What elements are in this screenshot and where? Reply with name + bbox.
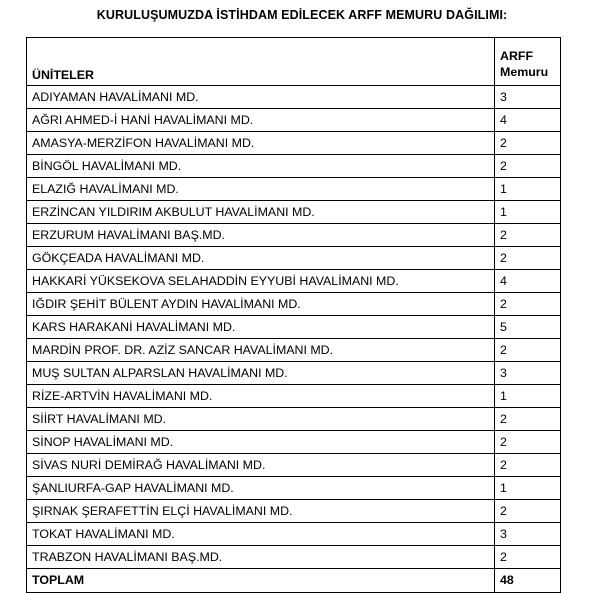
table-row [27,293,561,316]
cell-unit-name: ELAZIĞ HAVALİMANI MD. [27,178,495,201]
cell-unit-name: AĞRI AHMED-İ HANİ HAVALİMANI MD. [27,109,495,132]
table-row [27,316,561,339]
table-row [27,408,561,431]
table-row [27,546,561,569]
cell-arff-count: 1 [495,477,561,500]
cell-unit-name: GÖKÇEADA HAVALİMANI MD. [27,247,495,270]
cell-arff-count: 3 [495,86,561,109]
cell-unit-name: ERZİNCAN YILDIRIM AKBULUT HAVALİMANI MD. [27,201,495,224]
table-row [27,339,561,362]
cell-unit-name: SİNOP HAVALİMANI MD. [27,431,495,454]
cell-arff-count: 1 [495,178,561,201]
total-label: TOPLAM [27,569,495,593]
column-header-arff-count: ARFF Memuru [495,38,561,86]
table-header-row [27,38,561,86]
table-row [27,178,561,201]
cell-arff-count: 2 [495,500,561,523]
total-value: 48 [495,569,561,593]
cell-unit-name: AMASYA-MERZİFON HAVALİMANI MD. [27,132,495,155]
column-header-units: ÜNİTELER [27,38,495,86]
cell-unit-name: KARS HARAKANİ HAVALİMANI MD. [27,316,495,339]
cell-unit-name: ADIYAMAN HAVALİMANI MD. [27,86,495,109]
table-row [27,454,561,477]
cell-arff-count: 2 [495,247,561,270]
table-row [27,477,561,500]
table-row [27,431,561,454]
table-row [27,109,561,132]
table-row [27,155,561,178]
cell-arff-count: 2 [495,408,561,431]
table-row [27,523,561,546]
cell-unit-name: BİNGÖL HAVALİMANI MD. [27,155,495,178]
cell-unit-name: RİZE-ARTVİN HAVALİMANI MD. [27,385,495,408]
arff-distribution-table [26,37,561,593]
cell-arff-count: 2 [495,224,561,247]
table-total-row [27,569,561,593]
cell-unit-name: IĞDIR ŞEHİT BÜLENT AYDIN HAVALİMANI MD. [27,293,495,316]
cell-unit-name: MARDİN PROF. DR. AZİZ SANCAR HAVALİMANI MD. [27,339,495,362]
table-row [27,385,561,408]
cell-arff-count: 2 [495,546,561,569]
cell-arff-count: 3 [495,362,561,385]
cell-arff-count: 2 [495,293,561,316]
page-title: KURULUŞUMUZDA İSTİHDAM EDİLECEK ARFF MEMURU DAĞILIMI: [96,8,508,22]
cell-arff-count: 3 [495,523,561,546]
cell-arff-count: 2 [495,431,561,454]
cell-unit-name: SİİRT HAVALİMANI MD. [27,408,495,431]
table-row [27,86,561,109]
cell-arff-count: 1 [495,385,561,408]
cell-arff-count: 2 [495,132,561,155]
table-header [27,38,561,86]
table-body [27,86,561,593]
table-row [27,270,561,293]
table-container [26,37,560,593]
table-row [27,500,561,523]
cell-unit-name: TRABZON HAVALİMANI BAŞ.MD. [27,546,495,569]
cell-arff-count: 2 [495,339,561,362]
table-row [27,224,561,247]
table-row [27,362,561,385]
cell-arff-count: 1 [495,201,561,224]
cell-unit-name: ŞANLIURFA-GAP HAVALİMANI MD. [27,477,495,500]
cell-unit-name: MUŞ SULTAN ALPARSLAN HAVALİMANI MD. [27,362,495,385]
table-row [27,132,561,155]
cell-arff-count: 2 [495,454,561,477]
cell-unit-name: ERZURUM HAVALİMANI BAŞ.MD. [27,224,495,247]
cell-unit-name: SİVAS NURİ DEMİRAĞ HAVALİMANI MD. [27,454,495,477]
cell-arff-count: 2 [495,155,561,178]
cell-unit-name: HAKKARİ YÜKSEKOVA SELAHADDİN EYYUBİ HAVALİMANI MD. [27,270,495,293]
cell-arff-count: 4 [495,270,561,293]
cell-arff-count: 5 [495,316,561,339]
table-row [27,247,561,270]
table-row [27,201,561,224]
cell-unit-name: ŞIRNAK ŞERAFETTİN ELÇİ HAVALİMANI MD. [27,500,495,523]
cell-arff-count: 4 [495,109,561,132]
cell-unit-name: TOKAT HAVALİMANI MD. [27,523,495,546]
